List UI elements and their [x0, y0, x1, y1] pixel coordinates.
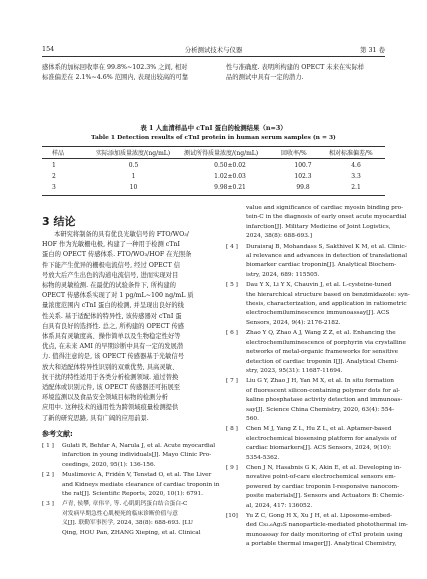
conclusion-line: 优点, 在未来 AMI 的早期诊断中具有一定的发展潜 [42, 343, 184, 351]
reference-line: munoassay for daily monitoring of cTnI protein using [246, 531, 403, 538]
conclusion-line: 力. 值得注意的是, 该 OPECT 传感器基于光敏信号 [42, 353, 185, 361]
table-cell: 2.1 [351, 184, 361, 191]
conclusion-line: 白具有良好的选择性. 总之, 所构建的 OPECT 传感 [42, 322, 185, 330]
references-title: 参考文献: [42, 430, 73, 438]
table-header-cell: 测试所得质量浓度/(ng/mL) [184, 150, 259, 157]
table-row [42, 171, 385, 182]
reference-item [226, 464, 410, 511]
conclusion-line: 适配体或识别元件, 该 OPECT 传感器还可拓展至 [42, 384, 181, 392]
reference-line: Qing, HOU Pan, ZHANG Xieping, et al. Clinical [62, 529, 201, 536]
reference-number: [10] [226, 513, 238, 519]
reference-number: [ 1 ] [42, 443, 54, 449]
reference-line: 对发病早期急性心肌梗死的临床诊断价值与意 [62, 510, 178, 517]
reference-line: ded Cs₃.₆Ag₂S nanoparticle-mediated photothermal im- [246, 522, 408, 529]
conclusion-line: 体系具有灵敏度高、操作简单以及生物稳定性好等 [42, 333, 181, 341]
conclusion-line: HOF 作为光敏栅电极, 构建了一种用于检测 cTnI [42, 241, 181, 249]
reference-line: kaline phosphatase activity detection and immunoas- [246, 397, 403, 404]
table-cell: 3 [52, 184, 56, 191]
conclusion-line: 量浓度范围内 cTnI 蛋白的检测, 并呈现出良好的线 [42, 302, 184, 310]
reference-number: [ 5 ] [226, 282, 238, 289]
table-header-cell: 回收率/% [281, 150, 307, 157]
table-cell: 9.98±0.21 [214, 184, 246, 191]
reference-line: electrochemical biosensing platform for analysis of [246, 435, 397, 442]
table-cell: 100.7 [294, 162, 312, 169]
reference-line: istry, 2024, 689: 115505. [246, 271, 320, 278]
intro-left [42, 63, 188, 83]
table-caption-en: Table 1 Detection results of cTnI protein in human serum samples (n = 3) [91, 134, 336, 141]
table-cell: 102.3 [294, 173, 312, 180]
journal-title: 分析测试技术与仪器 [184, 46, 243, 54]
conclusion-line: 放大和适配体特异性识别的双重优势, 具高灵敏、 [42, 363, 179, 371]
reference-line: networks of metal-organic frameworks for sensitive [246, 349, 399, 356]
volume-label: 第 31 卷 [360, 46, 385, 54]
conclusion-line: 号放大后产生出色的沟道电流信号, 进而实现对目 [42, 271, 179, 279]
conclusion-line: 环境监测以及食品安全领域目标物的检测分析 [42, 394, 168, 402]
conclusion-line: 了新的研究思路, 具有广阔的应用前景. [42, 414, 149, 422]
table-caption-cn: 表 1 人血清样品中 cTnI 蛋白的检测结果（n=3） [140, 124, 287, 132]
table-header-cell: 相对标准偏差/% [329, 150, 373, 157]
reference-line: stry, 2023, 95(31): 11687-11694. [246, 367, 343, 374]
reference-line: tein-C in the diagnosis of early onset acute myocardial [246, 214, 407, 221]
reference-line: 5354-5362. [246, 454, 280, 461]
reference-line: al, 2024, 417: 136052. [246, 502, 313, 509]
reference-line: novative point-of-care electrochemical sensors em- [246, 474, 396, 481]
intro-line: 感体系的加标回收率在 99.8%~102.3% 之间, 相对 [42, 64, 188, 71]
reference-line: a portable thermal imager[J]. Analytical Chemistry, [246, 541, 397, 548]
reference-line: 卢青, 侯攀, 章伟平, 等. 心肌肌钙蛋白结合蛋白-C [62, 501, 188, 508]
reference-item [226, 512, 410, 550]
reference-item [226, 329, 410, 376]
conclusion-line: 本研究将制备的具有优良光敏信号的 FTO/WO₃/ [54, 231, 189, 238]
reference-line: Dau Y X, Li Y X, Chauvin J, et al. L-cysteine-tuned [246, 282, 392, 289]
conclusion-line: OPECT 传感体系实现了对 1 pg/mL~100 ng/mL 质 [42, 292, 194, 300]
reference-continuation [226, 204, 410, 242]
table-cell: 0.5 [128, 162, 139, 169]
intro-line: 标准偏差在 2.1%~4.6% 范围内, 表现出较高的可靠 [42, 74, 189, 82]
reference-line: of fluorescent silicon-containing polymer dots for al- [246, 387, 401, 394]
reference-line: al relevance and advances in detection of translational [246, 253, 408, 260]
section-title: 3 结论 [42, 215, 76, 228]
reference-item [226, 425, 410, 463]
reference-line: electrochemiluminescence of porphyrin via crystalline [246, 339, 406, 346]
reference-line: powered by cardiac troponin I-responsive nanocom- [246, 483, 400, 490]
reference-number: [ 6 ] [226, 330, 238, 337]
reference-line: electrochemiluminescence immunoassay[J]. ACS [246, 310, 390, 317]
reference-item [226, 377, 410, 424]
reference-line: Gulati R, Behfar A, Narula J, et al. Acute myocardial [62, 443, 216, 449]
intro-line: 性与准确度. 表明所构建的 OPECT 未来在实际样 [226, 64, 365, 71]
reference-line: Yu Z C, Gong H X, Xu J H, et al. Liposome-embed- [246, 513, 393, 519]
reference-item [42, 471, 220, 499]
table-cell: 3.3 [351, 173, 361, 180]
reference-line: and Kidneys mediate clearance of cardiac troponin in [62, 481, 220, 488]
header-rule [42, 56, 385, 57]
table-cell: 0.50±0.02 [214, 162, 246, 169]
table-cell: 4.6 [351, 162, 361, 169]
table-cell: 1 [52, 162, 56, 169]
reference-item [226, 243, 410, 281]
conclusion-line: 应用中. 这种技术的通用性为跨领域痕量检测提供 [42, 404, 179, 412]
reference-line: cardiac biomarkers[J]. ACS Sensors, 2024, 9(10): [246, 445, 392, 452]
reference-line: Sensors, 2024, 9(4): 2176-2182. [246, 319, 341, 326]
reference-line: thesis, characterization, and application in ratiometric [246, 301, 407, 308]
table-cell: 1 [131, 173, 136, 180]
reference-line: Zhao Y Q, Zhao A J, Wang Z Z, et al. Enhancing the [246, 330, 396, 337]
reference-number: [ 4 ] [226, 243, 238, 250]
table-cell: 2 [52, 173, 56, 180]
references-right [226, 204, 410, 550]
intro-line: 品的测试中具有一定的潜力. [226, 74, 304, 82]
reference-line: the hierarchical structure based on benzimidazole: syn- [246, 291, 410, 298]
table-header-cell: 实际添加质量浓度/(ng/mL) [96, 150, 171, 157]
reference-line: the rat[J]. Scientific Reports, 2020, 10(1): 6791. [62, 491, 203, 498]
table-cell: 1.02±0.03 [214, 173, 246, 180]
reference-item [226, 281, 410, 328]
conclusion-line: 抗干扰的特性适用于各类分析检测领域. 通过替换 [42, 373, 179, 381]
results-table [42, 160, 385, 193]
reference-line: Muslimovic A, Fridén V, Tenstad O, et al. The Liver [62, 472, 212, 479]
reference-line: 560. [246, 415, 259, 422]
reference-line: biomarker cardiac troponin[J]. Analytical Biochem- [246, 262, 397, 269]
table-row [42, 182, 385, 193]
reference-line: ceedings, 2020, 95(1): 136-156. [62, 461, 156, 468]
conclusion-line: 件下能产生优异的栅极电流信号, 经过 OPECT 信 [42, 261, 181, 269]
intro-right [226, 63, 364, 83]
table-cell: 10 [129, 184, 138, 191]
reference-line: say[J]. Science China Chemistry, 2020, 63(4): 554- [246, 406, 395, 413]
table-bottom-rule [42, 195, 385, 196]
reference-number: [ 7 ] [226, 378, 238, 385]
conclusion-line: 标物的灵敏检测. 在最优的试验条件下, 所构建的 [42, 282, 176, 290]
conclusion-line: 性关系. 基于适配体的特异性, 该传感器对 cTnI 蛋 [42, 312, 182, 320]
reference-item [42, 442, 220, 470]
table-top-rule [42, 146, 385, 147]
table-mid-rule [42, 158, 385, 159]
reference-line: 2024, 38(8): 688-693.] [246, 233, 313, 240]
reference-number: [ 9 ] [226, 464, 238, 471]
page-number: 154 [42, 45, 55, 53]
reference-line: 义[J]. 联勤军事医学, 2024, 38(8): 688-693. [LU [62, 520, 194, 527]
reference-line: Chen J N, Hasabnis G K, Akin E, et al. Developing in- [246, 464, 402, 471]
conclusion-body [42, 230, 194, 424]
table-cell: 99.8 [296, 184, 310, 191]
reference-number: [ 3 ] [42, 501, 54, 508]
reference-line: Chen M J, Yang Z L, Hu Z L, et al. Aptamer-based [246, 426, 392, 433]
reference-line: value and significance of cardiac myosin binding pro- [246, 205, 404, 211]
table-row [42, 160, 385, 171]
reference-line: posite materials[J]. Sensors and Actuators B: Chemic- [246, 493, 405, 500]
reference-line: Duraisraj B, Mohandass S, Sakthivel K M, et al. Clinic- [246, 243, 407, 250]
reference-line: infarction[J]. Military Medicine of Joint Logistics, [246, 223, 391, 230]
reference-line: detection of cardiac troponin I[J]. Analytical Chemi- [246, 358, 399, 365]
conclusion-line: 蛋白的 OPECT 传感体系. FTO/WO₃/HOF 在光照条 [42, 251, 192, 259]
reference-item [42, 500, 220, 538]
reference-number: [ 8 ] [226, 426, 238, 433]
reference-line: Liu G Y, Zhao J H, Yan M X, et al. In situ formation [246, 378, 394, 385]
references-left [42, 442, 220, 538]
reference-number: [ 2 ] [42, 472, 54, 479]
table-header-cell: 样品 [52, 150, 65, 157]
reference-line: infarction in young individuals[J]. Mayo Clinic Pro- [62, 452, 212, 459]
